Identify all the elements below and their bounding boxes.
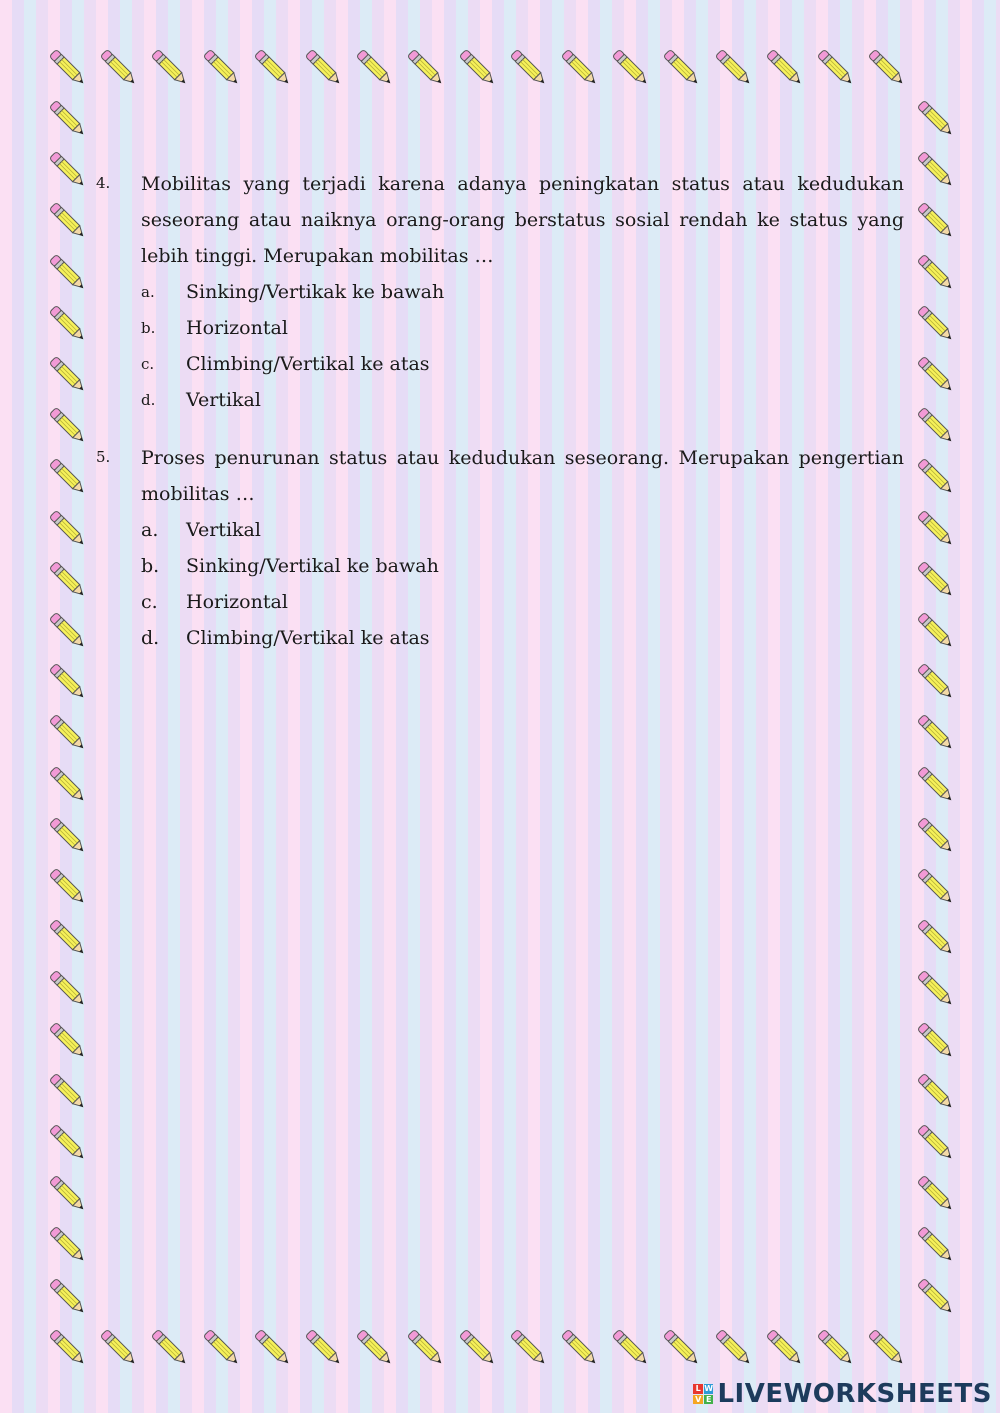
option-b (141, 310, 904, 346)
pencil-icon (810, 42, 860, 92)
pencil-icon (196, 42, 246, 92)
pencil-icon (144, 1322, 194, 1372)
question-number: 4. (96, 174, 111, 192)
pencil-icon (42, 1219, 92, 1269)
pencil-icon (656, 42, 706, 92)
pencil-icon (554, 42, 604, 92)
pencil-icon (910, 1066, 960, 1116)
option-c (141, 346, 904, 382)
pencil-icon (42, 656, 92, 706)
pencil-icon (42, 759, 92, 809)
question-text: Proses penurunan status atau kedudukan seseorang. Merupakan pengertian mobilitas … (141, 447, 904, 505)
question-number: 5. (96, 448, 111, 466)
option-list (141, 274, 904, 418)
pencil-icon (42, 1066, 92, 1116)
pencil-icon (42, 195, 92, 245)
logo-mark-letter: V (695, 1394, 702, 1404)
option-letter: d. (141, 627, 160, 649)
option-d (141, 620, 904, 656)
pencil-icon (42, 451, 92, 501)
pencil-icon (759, 1322, 809, 1372)
pencil-icon (605, 42, 655, 92)
option-text: Climbing/Vertikal ke atas (186, 627, 430, 649)
option-text: Sinking/Vertikak ke bawah (186, 281, 445, 303)
option-letter: c. (141, 355, 155, 373)
option-text: Sinking/Vertikal ke bawah (186, 555, 439, 577)
pencil-icon (554, 1322, 604, 1372)
option-b (141, 548, 904, 584)
option-c (141, 584, 904, 620)
pencil-icon (910, 554, 960, 604)
option-letter: d. (141, 391, 156, 409)
option-letter: b. (141, 319, 156, 337)
pencil-icon (42, 963, 92, 1013)
pencil-icon (42, 247, 92, 297)
pencil-icon (503, 1322, 553, 1372)
pencil-icon (42, 144, 92, 194)
logo-mark-icon (693, 1384, 713, 1404)
pencil-icon (910, 503, 960, 553)
pencil-icon (42, 349, 92, 399)
pencil-icon (810, 1322, 860, 1372)
pencil-icon (861, 42, 911, 92)
pencil-icon (910, 349, 960, 399)
pencil-icon (93, 1322, 143, 1372)
pencil-icon (400, 1322, 450, 1372)
option-letter: a. (141, 519, 159, 541)
pencil-icon (910, 1117, 960, 1167)
pencil-icon (910, 656, 960, 706)
pencil-icon (42, 605, 92, 655)
pencil-icon (910, 1271, 960, 1321)
pencil-icon (452, 42, 502, 92)
pencil-icon (247, 1322, 297, 1372)
pencil-icon (910, 912, 960, 962)
pencil-icon (656, 1322, 706, 1372)
pencil-icon (298, 42, 348, 92)
pencil-icon (910, 451, 960, 501)
pencil-icon (605, 1322, 655, 1372)
pencil-icon (910, 707, 960, 757)
pencil-icon (861, 1322, 911, 1372)
pencil-icon (759, 42, 809, 92)
pencil-icon (910, 861, 960, 911)
pencil-icon (42, 912, 92, 962)
option-letter: c. (141, 591, 158, 613)
pencil-icon (910, 1015, 960, 1065)
pencil-icon (42, 554, 92, 604)
pencil-icon (42, 1322, 92, 1372)
pencil-icon (42, 861, 92, 911)
pencil-icon (708, 42, 758, 92)
option-list (141, 512, 904, 656)
option-text: Horizontal (186, 317, 288, 339)
pencil-icon (452, 1322, 502, 1372)
pencil-icon (910, 605, 960, 655)
pencil-icon (42, 93, 92, 143)
option-text: Horizontal (186, 591, 288, 613)
pencil-icon (910, 810, 960, 860)
logo-mark-letter: L (693, 1384, 703, 1394)
option-letter: b. (141, 555, 160, 577)
pencil-icon (708, 1322, 758, 1372)
pencil-icon (42, 810, 92, 860)
pencil-icon (400, 42, 450, 92)
pencil-icon (349, 1322, 399, 1372)
worksheet-content (96, 166, 904, 678)
pencil-icon (42, 1168, 92, 1218)
question-text: Mobilitas yang terjadi karena adanya peningkatan status atau kedudukan seseorang atau naiknya orang-orang berstatus sosial rendah ke status yang lebih tinggi. Merupakan mobilitas … (141, 173, 904, 267)
question-5 (96, 440, 904, 656)
pencil-icon (247, 42, 297, 92)
pencil-icon (42, 42, 92, 92)
pencil-icon (42, 707, 92, 757)
pencil-icon (42, 503, 92, 553)
option-a (141, 274, 904, 310)
pencil-icon (910, 247, 960, 297)
question-4 (96, 166, 904, 418)
logo-text: LIVEWORKSHEETS (717, 1379, 992, 1409)
pencil-icon (144, 42, 194, 92)
pencil-icon (910, 195, 960, 245)
option-text: Vertikal (186, 519, 261, 541)
pencil-icon (910, 400, 960, 450)
option-d (141, 382, 904, 418)
pencil-icon (910, 1219, 960, 1269)
pencil-icon (42, 1117, 92, 1167)
option-text: Climbing/Vertikal ke atas (186, 353, 430, 375)
pencil-icon (42, 400, 92, 450)
pencil-icon (42, 298, 92, 348)
pencil-icon (910, 93, 960, 143)
liveworksheets-logo[interactable] (693, 1379, 992, 1409)
pencil-icon (196, 1322, 246, 1372)
option-letter: a. (141, 283, 155, 301)
pencil-icon (298, 1322, 348, 1372)
pencil-icon (910, 963, 960, 1013)
pencil-icon (349, 42, 399, 92)
pencil-icon (42, 1271, 92, 1321)
logo-mark-letter: E (704, 1395, 714, 1405)
pencil-icon (503, 42, 553, 92)
pencil-icon (910, 144, 960, 194)
pencil-icon (910, 759, 960, 809)
logo-mark-letter: W (704, 1384, 714, 1394)
pencil-icon (42, 1015, 92, 1065)
option-text: Vertikal (186, 389, 261, 411)
pencil-icon (910, 1168, 960, 1218)
pencil-icon (910, 298, 960, 348)
pencil-icon (93, 42, 143, 92)
option-a (141, 512, 904, 548)
